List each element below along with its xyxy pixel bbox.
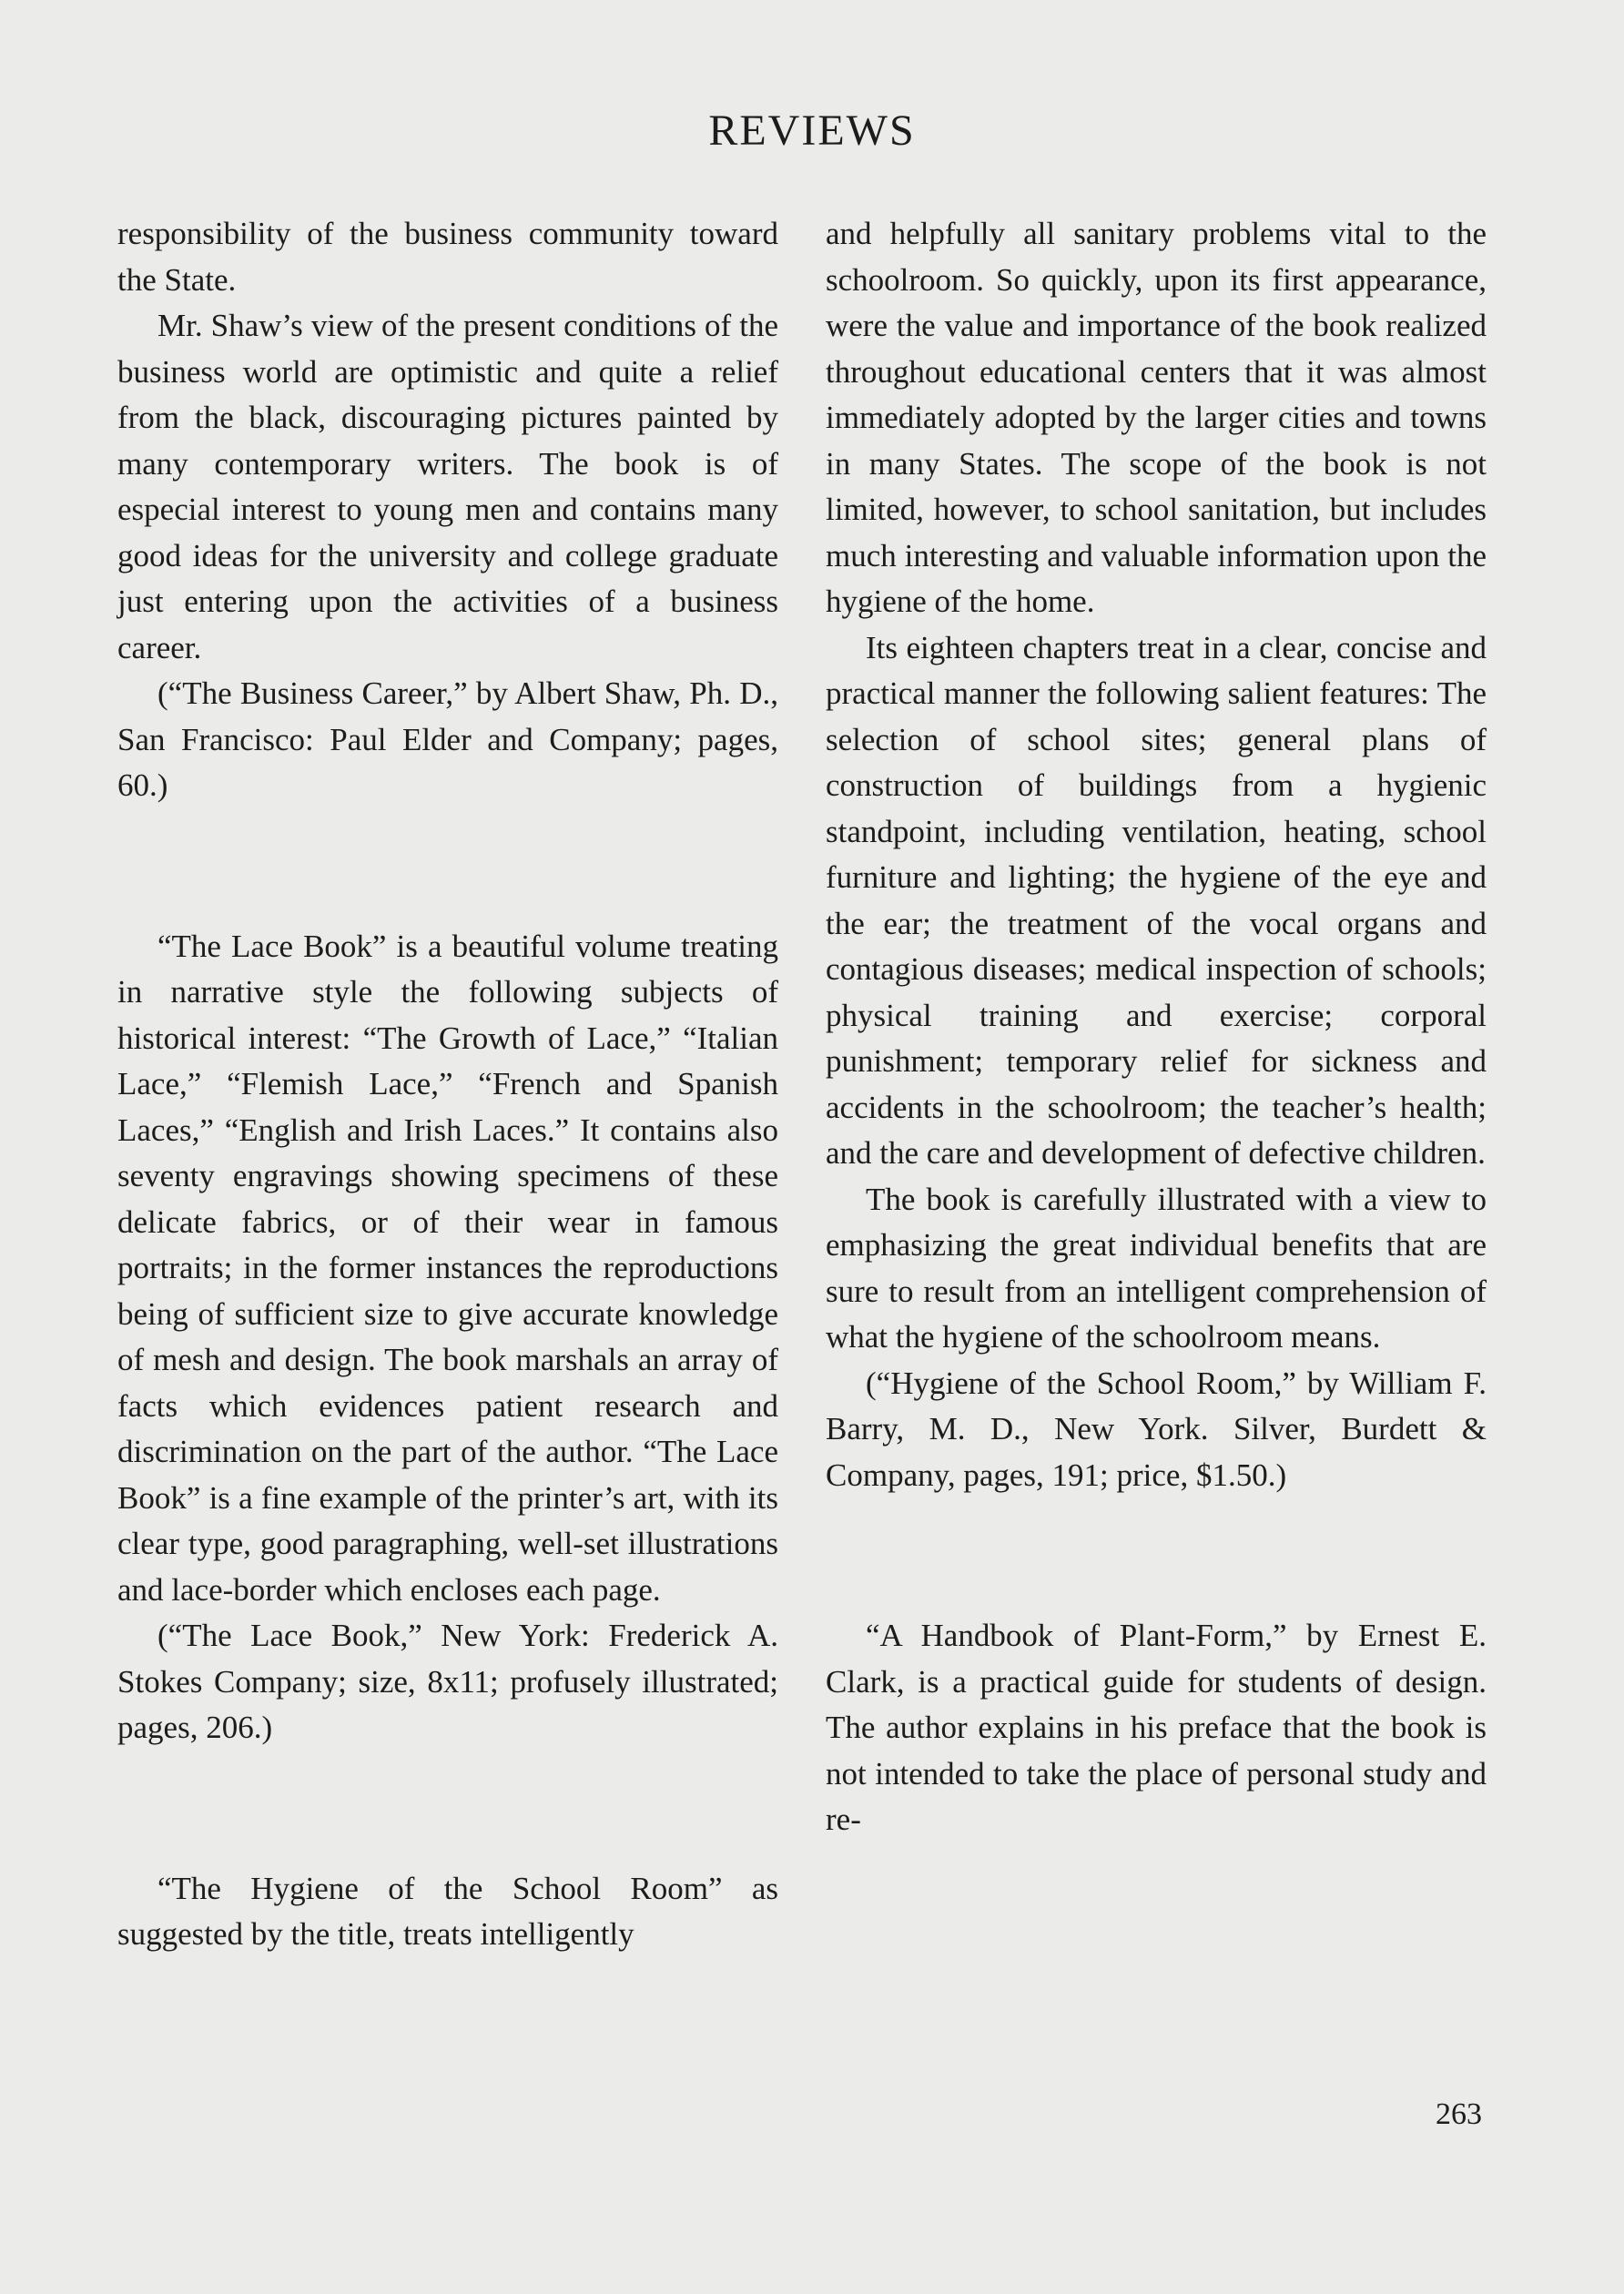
- paragraph-eighteen-chapters: Its eighteen chapters treat in a clear, concise and practical manner the following salient features: The selection of school sites; general plans of construction of buildings from a hygienic standpoint, including ventilation, heating, school furniture and lighting; the hygiene of the eye and the ear; the treatment of the vocal organs and contagious diseases; medical inspection of schools; physical training and exercise; corporal punishment; temporary relief for sickness and accidents in the schoolroom; the teacher’s health; and the care and development of defective children.: [826, 629, 1487, 1171]
- section-gap: [117, 1751, 778, 1866]
- paragraph-plant-form: “A Handbook of Plant-Form,” by Ernest E. Clark, is a practical guide for students of design. The author explains in his preface that the book is not intended to take the place of personal study and re-: [826, 1618, 1487, 1837]
- paragraph-illustrated: The book is carefully illustrated with a view to emphasizing the great individual benefits that are sure to result from an intelligent comprehension of what the hygiene of the schoolroom means.: [826, 1181, 1487, 1355]
- page-number: 263: [1436, 2097, 1482, 2131]
- paragraph-hygiene-continued: and helpfully all sanitary problems vital to the schoolroom. So quickly, upon its first appearance, were the value and importance of the book realized throughout educational centers that it was almost immediately adopted by the larger cities and towns in many States. The scope of the book is not limited, however, to school sanitation, but includes much interesting and valuable information upon the hygiene of the home.: [826, 216, 1487, 619]
- citation-business-career: (“The Business Career,” by Albert Shaw, Ph. D., San Francisco: Paul Elder and Company; pages, 60.): [117, 675, 778, 803]
- paragraph-shaw-view: Mr. Shaw’s view of the present conditions of the business world are optimistic and quite a relief from the black, discouraging pictures painted by many contemporary writers. The book is of especial interest to young men and contains many good ideas for the university and college graduate just entering upon the activities of a business career.: [117, 308, 778, 665]
- section-gap: [117, 809, 778, 924]
- page-title: REVIEWS: [708, 107, 916, 155]
- citation-hygiene-school-room: (“Hygiene of the School Room,” by William F. Barry, M. D., New York. Silver, Burdett & Company, pages, 191; price, $1.50.): [826, 1365, 1487, 1493]
- paragraph-lace-book: “The Lace Book” is a beautiful volume treating in narrative style the following subjects of historical interest: “The Growth of Lace,” “Italian Lace,” “Flemish Lace,” “French and Spanish Laces,” “English and Irish Laces.” It contains also seventy engravings showing specimens of these delicate fabrics, or of their wear in famous portraits; in the former instances the reproductions being of sufficient size to give accurate knowledge of mesh and design. The book marshals an array of facts which evidences patient research and discrimination on the part of the author. “The Lace Book” is a fine example of the printer’s art, with its clear type, good paragraphing, well-set illustrations and lace-border which encloses each page.: [117, 928, 778, 1608]
- citation-lace-book: (“The Lace Book,” New York: Frederick A. Stokes Company; size, 8x11; profusely illustrated; pages, 206.): [117, 1618, 778, 1745]
- right-column: [826, 211, 1487, 1843]
- left-column: [117, 211, 778, 1958]
- paragraph-hygiene-intro: “The Hygiene of the School Room” as suggested by the title, treats intelligently: [117, 1870, 778, 1952]
- paragraph-business-responsibility: responsibility of the business community toward the State.: [117, 216, 778, 298]
- section-gap: [826, 1498, 1487, 1613]
